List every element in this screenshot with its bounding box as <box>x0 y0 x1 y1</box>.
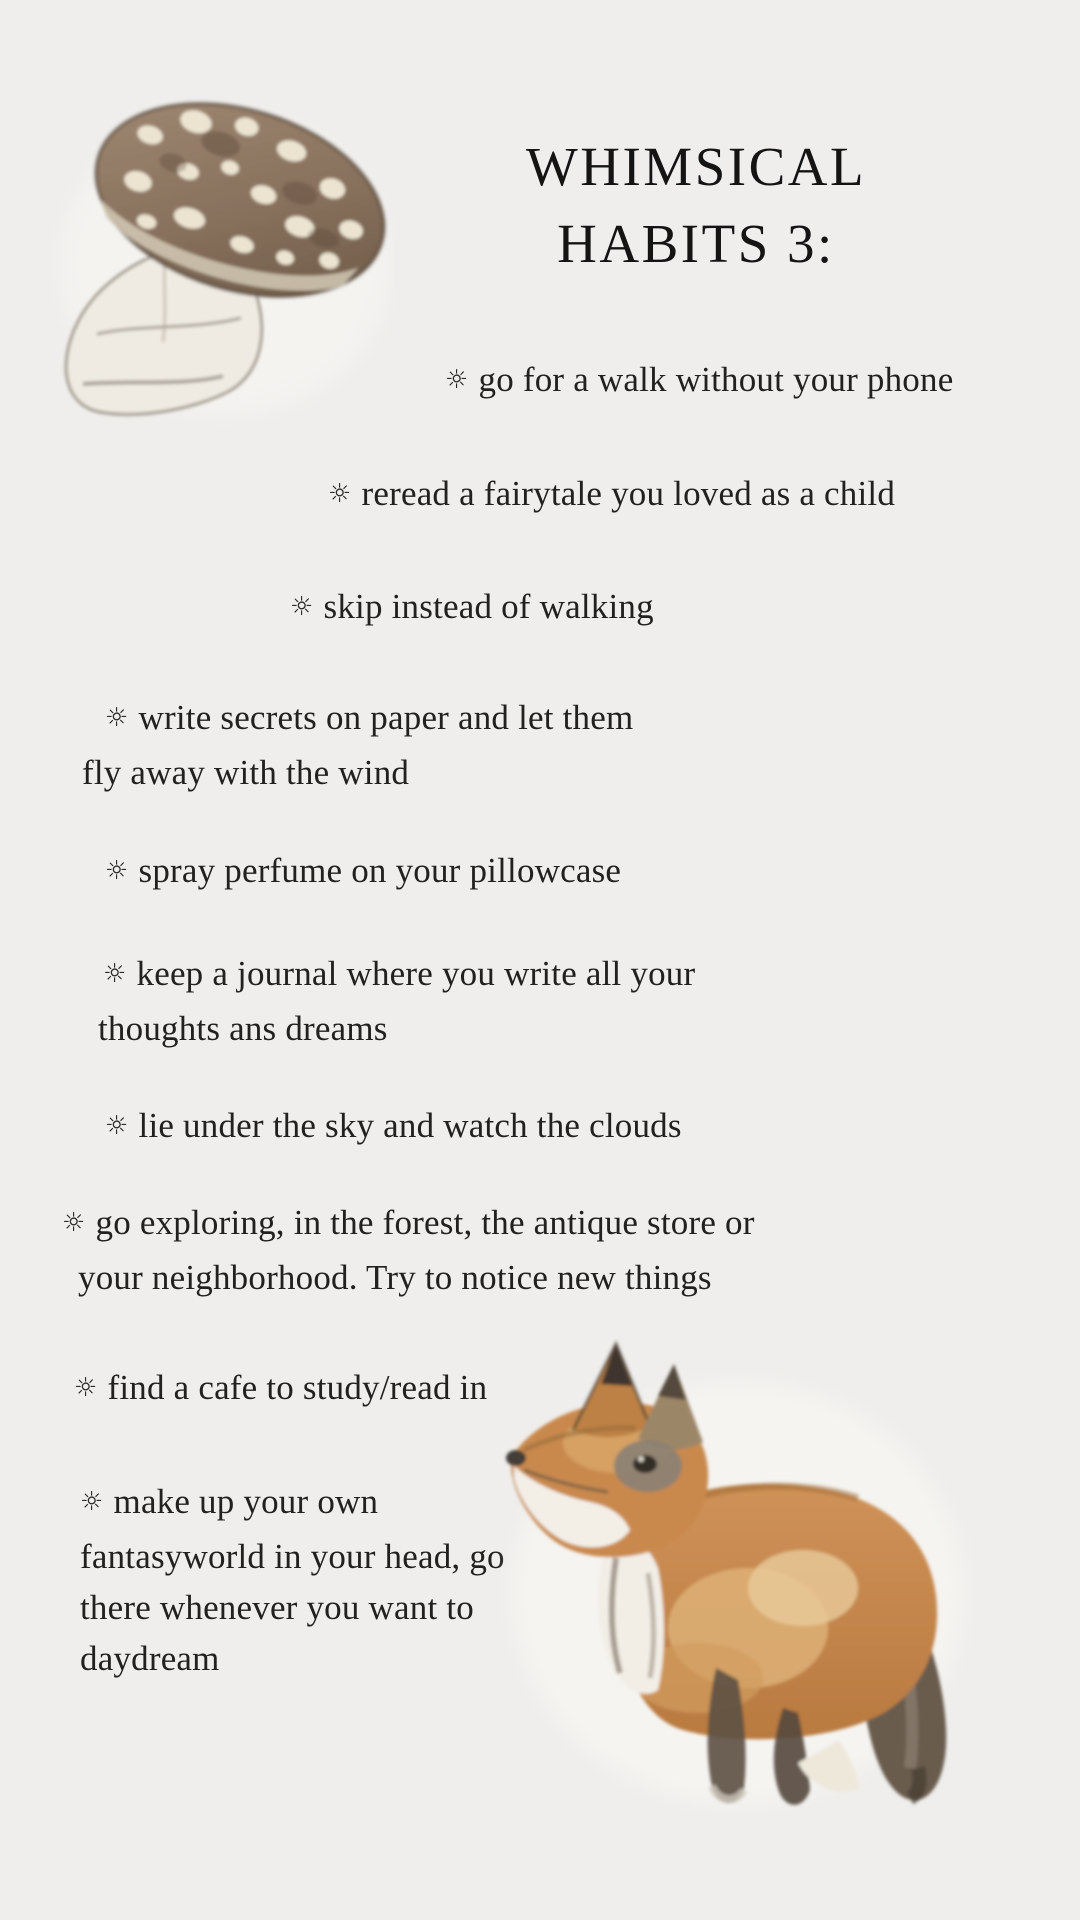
sun-bullet-icon: ☼ <box>105 1111 129 1141</box>
title-line-2: HABITS 3: <box>557 213 835 274</box>
habit-line <box>80 1476 505 1531</box>
habit-line <box>328 468 895 523</box>
habit-text: reread a fairytale you loved as a child <box>361 474 896 513</box>
habit-line <box>445 354 953 409</box>
habit-text: go exploring, in the forest, the antique store or <box>95 1203 755 1242</box>
habit-text: fantasyworld in your head, go <box>80 1537 505 1576</box>
habit-item <box>105 1100 682 1155</box>
habit-text: daydream <box>80 1639 220 1678</box>
mushroom-illustration <box>45 92 395 427</box>
habit-line <box>105 692 633 747</box>
sun-bullet-icon: ☼ <box>105 703 129 733</box>
habit-text: thoughts ans dreams <box>98 1009 388 1048</box>
habit-text: make up your own <box>113 1482 379 1521</box>
habit-line <box>80 1633 505 1684</box>
habit-item <box>290 581 654 636</box>
habit-line <box>105 1100 682 1155</box>
sun-bullet-icon: ☼ <box>62 1208 86 1238</box>
habit-text: there whenever you want to <box>80 1588 474 1627</box>
habit-item <box>105 845 621 900</box>
habit-line <box>74 1362 487 1417</box>
sun-bullet-icon: ☼ <box>74 1373 98 1403</box>
habit-item <box>82 692 633 798</box>
sun-bullet-icon: ☼ <box>328 479 352 509</box>
fox-illustration <box>498 1338 978 1818</box>
sun-bullet-icon: ☼ <box>290 592 314 622</box>
habit-item <box>62 1197 755 1303</box>
habit-line <box>103 948 695 1003</box>
sun-bullet-icon: ☼ <box>105 856 129 886</box>
habit-text: go for a walk without your phone <box>478 360 954 399</box>
habit-text: skip instead of walking <box>323 587 654 626</box>
habit-text: keep a journal where you write all your <box>136 954 696 993</box>
habit-text: lie under the sky and watch the clouds <box>138 1106 682 1145</box>
habit-text: your neighborhood. Try to notice new things <box>78 1258 712 1297</box>
sun-bullet-icon: ☼ <box>445 365 469 395</box>
habit-text: fly away with the wind <box>82 753 410 792</box>
title-line-1: WHIMSICAL <box>525 136 867 197</box>
habit-text: write secrets on paper and let them <box>138 698 634 737</box>
fox-eye <box>633 1455 657 1473</box>
habit-item <box>74 1362 487 1417</box>
page-title <box>390 128 1002 282</box>
sun-bullet-icon: ☼ <box>80 1487 104 1517</box>
habit-line <box>80 1582 505 1633</box>
sun-bullet-icon: ☼ <box>103 959 127 989</box>
habit-item <box>98 948 695 1054</box>
habit-text: spray perfume on your pillowcase <box>138 851 622 890</box>
habit-item <box>80 1476 505 1684</box>
habit-text: find a cafe to study/read in <box>107 1368 488 1407</box>
habit-item <box>445 354 953 409</box>
habit-line <box>78 1252 755 1303</box>
habit-line <box>80 1531 505 1582</box>
habit-line <box>98 1003 695 1054</box>
fox-nose <box>506 1450 526 1466</box>
habit-item <box>328 468 895 523</box>
habit-line <box>62 1197 755 1252</box>
habit-line <box>290 581 654 636</box>
habit-line <box>105 845 621 900</box>
habit-line <box>82 747 633 798</box>
